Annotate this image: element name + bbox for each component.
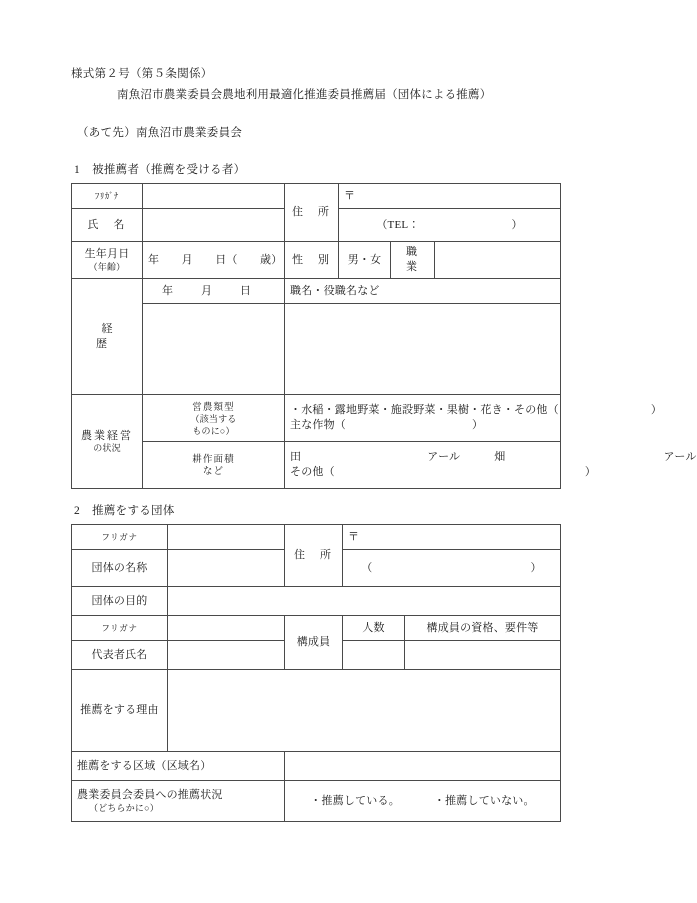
- org-purpose-label: 団体の目的: [72, 586, 168, 615]
- career-post-header: 職名・役職名など: [285, 279, 561, 304]
- section-2-number: 2: [74, 505, 81, 518]
- farm-type-label: 営農類型 （該当する ものに○）: [143, 395, 285, 442]
- recommend-area-field[interactable]: [285, 751, 561, 780]
- reason-label: 推薦をする理由: [72, 669, 168, 751]
- nominee-dob-field[interactable]: 年 月 日（ 歳）: [143, 242, 285, 279]
- org-address-field[interactable]: 〒: [343, 524, 561, 549]
- section-1-heading: [71, 164, 560, 178]
- org-purpose-field[interactable]: [168, 586, 561, 615]
- nominee-occupation-field[interactable]: [435, 242, 561, 279]
- rep-furigana-field[interactable]: [168, 615, 285, 640]
- form-number: 様式第２号（第５条関係）: [71, 68, 213, 80]
- area-cell[interactable]: [285, 442, 697, 489]
- reason-field[interactable]: [168, 669, 561, 751]
- nominee-address-label: 住 所: [285, 184, 339, 242]
- table-row: [72, 184, 561, 209]
- nominee-address-field[interactable]: 〒: [339, 184, 561, 209]
- section-2-heading: [71, 505, 560, 519]
- member-qualification-field[interactable]: [405, 640, 561, 669]
- nominee-furigana-label: ﾌﾘｶﾞﾅ: [72, 184, 143, 209]
- recommend-area-label: 推薦をする区域（区域名）: [72, 751, 285, 780]
- nominee-gender-options[interactable]: 男・女: [339, 242, 391, 279]
- committee-status-label: 農業委員会委員への推薦状況 （どちらかに○）: [72, 780, 285, 821]
- option-not-recommending[interactable]: ・推薦していない。: [433, 794, 535, 807]
- nominee-name-label: 氏 名: [72, 209, 143, 242]
- table-row: [72, 669, 561, 751]
- nominee-dob-label: 生年月日 （年齢）: [72, 242, 143, 279]
- section-2-title: 推薦をする団体: [92, 505, 175, 518]
- table-row: [72, 442, 561, 489]
- rep-name-label: 代表者氏名: [72, 640, 168, 669]
- table-row: [72, 780, 561, 821]
- member-qualification-header: 構成員の資格、要件等: [405, 615, 561, 640]
- nominee-career-label: 経 歴: [72, 279, 143, 395]
- section-1-number: 1: [74, 164, 81, 177]
- member-count-header: 人数: [343, 615, 405, 640]
- nominee-furigana-field[interactable]: [143, 184, 285, 209]
- org-furigana-label: フリガナ: [72, 524, 168, 549]
- option-recommending[interactable]: ・推薦している。: [310, 794, 400, 807]
- org-name-field[interactable]: [168, 549, 285, 586]
- main-crop-row[interactable]: 主な作物（ ）: [290, 419, 484, 432]
- table-row: [72, 586, 561, 615]
- farm-status-label: 農業経営 の状況: [72, 395, 143, 489]
- org-name-label: 団体の名称: [72, 549, 168, 586]
- table-row: [72, 751, 561, 780]
- table-row: [72, 615, 561, 640]
- org-furigana-field[interactable]: [168, 524, 285, 549]
- table-row: [72, 395, 561, 442]
- farm-type-options-cell[interactable]: [285, 395, 663, 442]
- rep-furigana-label: フリガナ: [72, 615, 168, 640]
- area-paddy-row[interactable]: 田 アール 畑 アール: [290, 451, 697, 464]
- organization-table: [71, 524, 561, 822]
- table-row: [72, 304, 561, 395]
- nominee-phone-field[interactable]: （TEL： ）: [339, 209, 561, 242]
- table-row: [72, 242, 561, 279]
- area-label: 耕作面積 など: [143, 442, 285, 489]
- table-row: [72, 524, 561, 549]
- nominee-gender-label: 性 別: [285, 242, 339, 279]
- org-phone-field[interactable]: （ ）: [343, 549, 561, 586]
- farm-type-options-row[interactable]: ・水稲・露地野菜・施設野菜・果樹・花き・その他（ ）: [290, 404, 663, 417]
- career-post-field[interactable]: [285, 304, 561, 395]
- rep-name-field[interactable]: [168, 640, 285, 669]
- org-address-label: 住 所: [285, 524, 343, 586]
- committee-status-options[interactable]: [285, 780, 561, 821]
- members-label: 構成員: [285, 615, 343, 669]
- member-count-field[interactable]: [343, 640, 405, 669]
- career-date-field[interactable]: [143, 304, 285, 395]
- table-row: [72, 279, 561, 304]
- area-other-row[interactable]: その他（ ）: [290, 466, 597, 479]
- addressee-line: （あて先）南魚沼市農業委員会: [77, 126, 243, 139]
- nominee-occupation-label: 職 業: [391, 242, 435, 279]
- nominee-name-field[interactable]: [143, 209, 285, 242]
- document-title: 南魚沼市農業委員会農地利用最適化推進委員推薦届（団体による推薦）: [117, 88, 492, 101]
- nominee-table: [71, 183, 697, 489]
- career-date-header: 年 月 日: [143, 279, 285, 304]
- section-1-title: 被推薦者（推薦を受ける者）: [92, 164, 246, 177]
